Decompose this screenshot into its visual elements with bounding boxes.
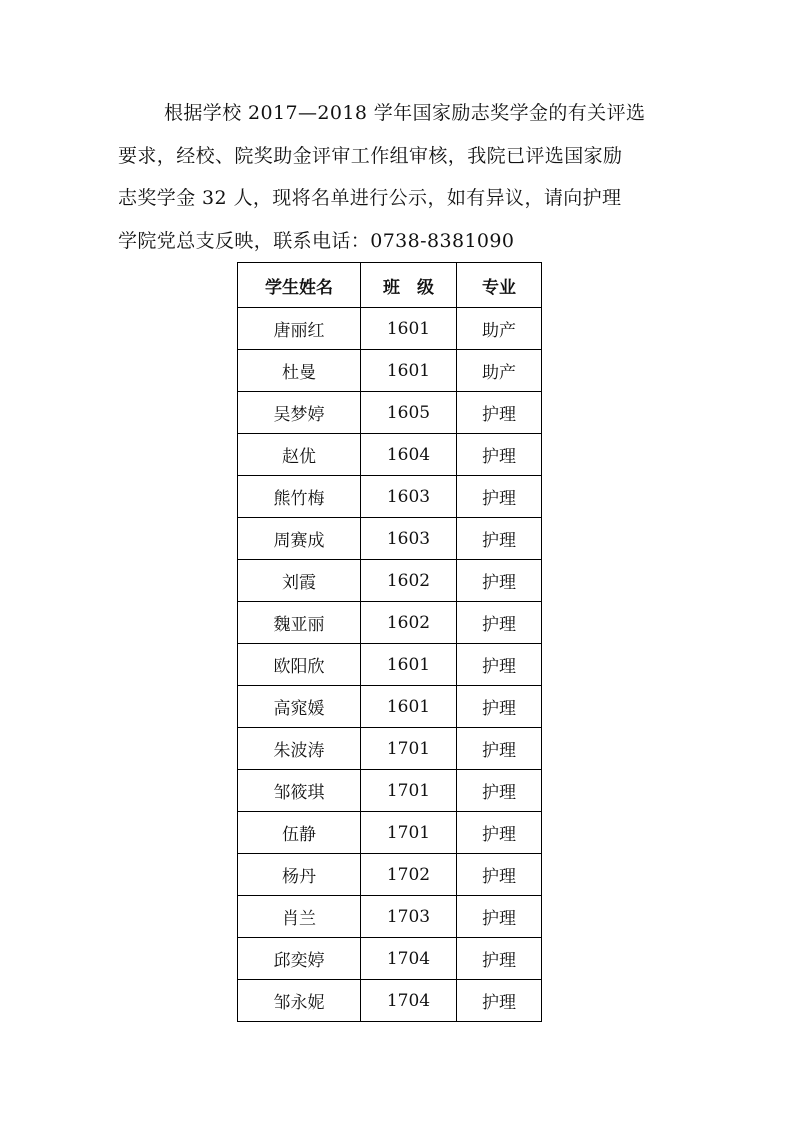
table-row xyxy=(238,938,542,980)
class-cell: 1605 xyxy=(361,392,457,434)
class-cell: 1704 xyxy=(361,938,457,980)
class-cell: 1702 xyxy=(361,854,457,896)
major-cell: 护理 xyxy=(457,938,542,980)
major-cell: 助产 xyxy=(457,350,542,392)
major-cell: 护理 xyxy=(457,392,542,434)
major-cell: 护理 xyxy=(457,434,542,476)
student-name-cell: 杜曼 xyxy=(238,350,361,392)
major-cell: 助产 xyxy=(457,308,542,350)
student-name-cell: 欧阳欣 xyxy=(238,644,361,686)
class-cell: 1601 xyxy=(361,350,457,392)
table-row xyxy=(238,602,542,644)
major-cell: 护理 xyxy=(457,812,542,854)
class-cell: 1601 xyxy=(361,308,457,350)
student-name-cell: 高窕媛 xyxy=(238,686,361,728)
header-student-name: 学生姓名 xyxy=(238,263,361,308)
table-row xyxy=(238,476,542,518)
major-cell: 护理 xyxy=(457,770,542,812)
major-cell: 护理 xyxy=(457,518,542,560)
class-cell: 1703 xyxy=(361,896,457,938)
student-name-cell: 吴梦婷 xyxy=(238,392,361,434)
table-row xyxy=(238,518,542,560)
student-name-cell: 邹筱琪 xyxy=(238,770,361,812)
major-cell: 护理 xyxy=(457,476,542,518)
table-row xyxy=(238,812,542,854)
table-row xyxy=(238,980,542,1022)
paragraph-line: 要求，经校、院奖助金评审工作组审核，我院已评选国家励 xyxy=(118,144,623,167)
student-name-cell: 邹永妮 xyxy=(238,980,361,1022)
major-cell: 护理 xyxy=(457,854,542,896)
student-name-cell: 赵优 xyxy=(238,434,361,476)
student-name-cell: 伍静 xyxy=(238,812,361,854)
class-cell: 1704 xyxy=(361,980,457,1022)
major-cell: 护理 xyxy=(457,728,542,770)
announcement-paragraph xyxy=(118,92,678,263)
student-name-cell: 杨丹 xyxy=(238,854,361,896)
student-name-cell: 刘霞 xyxy=(238,560,361,602)
major-cell: 护理 xyxy=(457,644,542,686)
table-row xyxy=(238,854,542,896)
scholarship-recipient-table xyxy=(237,262,542,1022)
table-row xyxy=(238,434,542,476)
student-name-cell: 邱奕婷 xyxy=(238,938,361,980)
table-row xyxy=(238,308,542,350)
class-cell: 1602 xyxy=(361,602,457,644)
paragraph-line: 志奖学金 32 人，现将名单进行公示，如有异议，请向护理 xyxy=(118,187,622,210)
student-name-cell: 魏亚丽 xyxy=(238,602,361,644)
table-row xyxy=(238,560,542,602)
class-cell: 1701 xyxy=(361,728,457,770)
table-row xyxy=(238,728,542,770)
table-row xyxy=(238,896,542,938)
table-row xyxy=(238,644,542,686)
student-name-cell: 朱波涛 xyxy=(238,728,361,770)
header-major: 专业 xyxy=(457,263,542,308)
table-body xyxy=(238,308,542,1022)
class-cell: 1603 xyxy=(361,518,457,560)
class-cell: 1601 xyxy=(361,686,457,728)
student-name-cell: 肖兰 xyxy=(238,896,361,938)
student-name-cell: 唐丽红 xyxy=(238,308,361,350)
class-cell: 1602 xyxy=(361,560,457,602)
class-cell: 1604 xyxy=(361,434,457,476)
student-name-cell: 熊竹梅 xyxy=(238,476,361,518)
table-row xyxy=(238,770,542,812)
major-cell: 护理 xyxy=(457,560,542,602)
table-header-row xyxy=(238,263,542,308)
table-row xyxy=(238,350,542,392)
major-cell: 护理 xyxy=(457,602,542,644)
paragraph-line: 学院党总支反映，联系电话：0738-8381090 xyxy=(118,230,515,253)
class-cell: 1701 xyxy=(361,770,457,812)
class-cell: 1601 xyxy=(361,644,457,686)
class-cell: 1701 xyxy=(361,812,457,854)
major-cell: 护理 xyxy=(457,980,542,1022)
header-class: 班 级 xyxy=(361,263,457,308)
major-cell: 护理 xyxy=(457,896,542,938)
class-cell: 1603 xyxy=(361,476,457,518)
major-cell: 护理 xyxy=(457,686,542,728)
paragraph-line: 根据学校 2017—2018 学年国家励志奖学金的有关评选 xyxy=(164,102,646,124)
student-name-cell: 周赛成 xyxy=(238,518,361,560)
table-row xyxy=(238,686,542,728)
table-row xyxy=(238,392,542,434)
